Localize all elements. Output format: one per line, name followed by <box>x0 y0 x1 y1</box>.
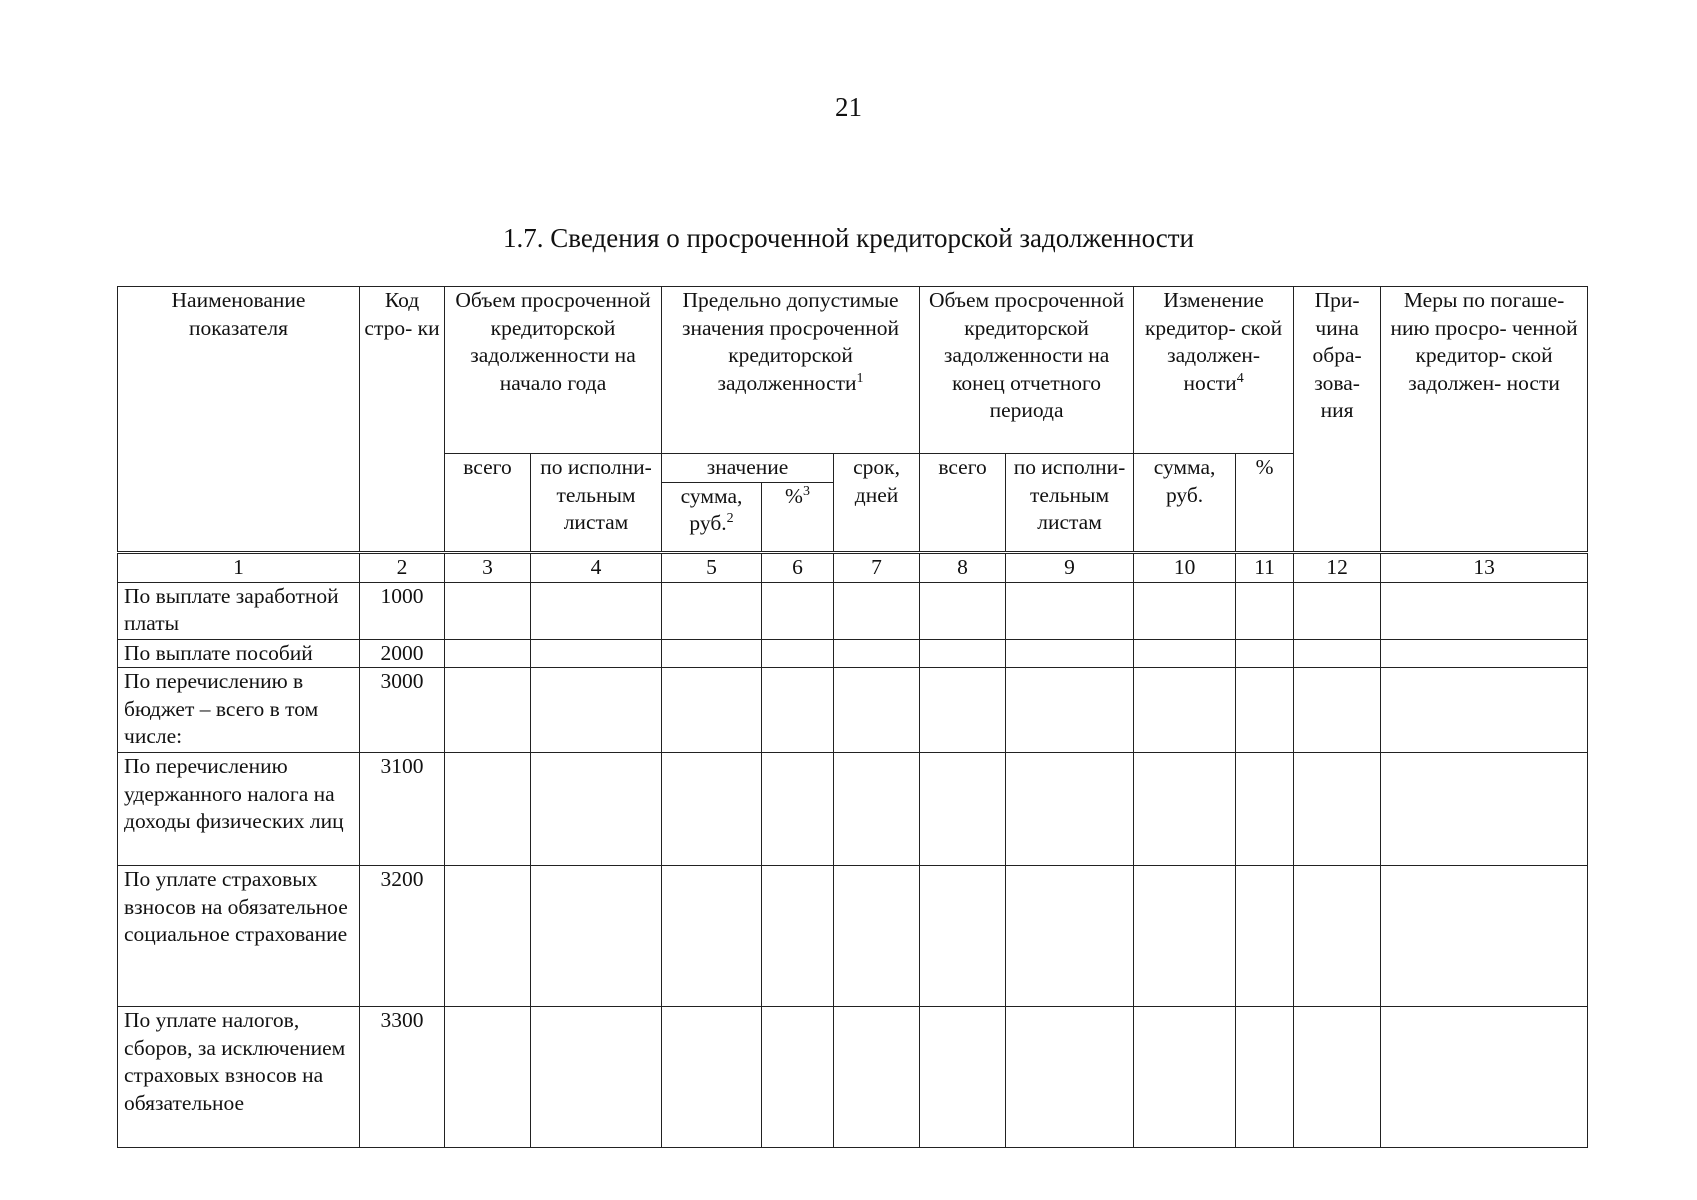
data-cell <box>1294 668 1381 753</box>
data-cell <box>1381 668 1588 753</box>
column-number: 12 <box>1294 552 1381 582</box>
data-cell <box>1294 639 1381 668</box>
data-cell <box>762 639 834 668</box>
data-cell <box>662 582 762 639</box>
column-number: 13 <box>1381 552 1588 582</box>
data-cell <box>834 866 920 1007</box>
data-cell <box>1134 1007 1236 1148</box>
data-cell <box>920 1007 1006 1148</box>
data-cell <box>445 753 531 866</box>
data-cell <box>662 753 762 866</box>
data-cell <box>1006 668 1134 753</box>
header-limit-sum <box>662 482 762 552</box>
data-cell <box>1294 753 1381 866</box>
data-cell <box>445 866 531 1007</box>
data-cell <box>445 668 531 753</box>
table-row <box>118 1007 1588 1148</box>
footnote-mark: 4 <box>1236 370 1244 386</box>
header-limit-percent <box>762 482 834 552</box>
data-cell <box>1236 753 1294 866</box>
data-cell <box>445 639 531 668</box>
table-row <box>118 753 1588 866</box>
data-cell <box>762 753 834 866</box>
data-cell <box>531 1007 662 1148</box>
table-row <box>118 866 1588 1007</box>
data-cell <box>834 753 920 866</box>
header-limit-values-text: Предельно допустимые значения просроченной кредиторской задолженности <box>682 288 900 395</box>
data-cell <box>531 753 662 866</box>
row-name: По выплате заработной платы <box>118 582 360 639</box>
column-numbers-row <box>118 552 1588 582</box>
data-cell <box>920 639 1006 668</box>
column-number: 10 <box>1134 552 1236 582</box>
data-cell <box>445 582 531 639</box>
header-row-code: Код стро- ки <box>360 287 445 553</box>
data-cell <box>1134 753 1236 866</box>
footnote-mark: 3 <box>802 483 810 499</box>
data-cell <box>1134 866 1236 1007</box>
table-row <box>118 582 1588 639</box>
data-cell <box>920 753 1006 866</box>
header-measures: Меры по погаше- нию просро- ченной кредитор- ской задолжен- ности <box>1381 287 1588 553</box>
row-code: 3200 <box>360 866 445 1007</box>
header-limit-sum-text: сумма, руб. <box>680 483 743 535</box>
header-change-text: Изменение кредитор- ской задолжен- ности <box>1144 288 1283 395</box>
data-cell <box>531 866 662 1007</box>
data-cell <box>1236 639 1294 668</box>
data-cell <box>1006 753 1134 866</box>
column-number: 11 <box>1236 552 1294 582</box>
row-name: По выплате пособий <box>118 639 360 668</box>
data-cell <box>662 668 762 753</box>
header-limit-percent-text: % <box>785 483 803 508</box>
data-cell <box>1381 639 1588 668</box>
data-cell <box>1134 639 1236 668</box>
table-row <box>118 639 1588 668</box>
data-cell <box>445 1007 531 1148</box>
data-cell <box>1134 668 1236 753</box>
data-cell <box>1006 1007 1134 1148</box>
row-name: По перечислению в бюджет – всего в том числе: <box>118 668 360 753</box>
data-cell <box>1236 582 1294 639</box>
data-cell <box>762 668 834 753</box>
column-number: 7 <box>834 552 920 582</box>
data-cell <box>834 1007 920 1148</box>
row-code: 1000 <box>360 582 445 639</box>
data-cell <box>834 668 920 753</box>
data-cell <box>1236 866 1294 1007</box>
data-cell <box>1294 582 1381 639</box>
data-cell <box>834 639 920 668</box>
column-number: 9 <box>1006 552 1134 582</box>
overdue-payables-table <box>117 286 1588 1148</box>
header-end-exec-lists: по исполни- тельным листам <box>1006 454 1134 553</box>
data-cell <box>1006 582 1134 639</box>
column-number: 3 <box>445 552 531 582</box>
header-volume-start: Объем просроченной кредиторской задолженности на начало года <box>445 287 662 454</box>
column-number: 8 <box>920 552 1006 582</box>
footnote-mark: 2 <box>726 510 734 526</box>
header-reason: При- чина обра- зова- ния <box>1294 287 1381 553</box>
data-cell <box>531 668 662 753</box>
data-cell <box>920 582 1006 639</box>
section-title: 1.7. Сведения о просроченной кредиторской задолженности <box>503 223 1194 253</box>
data-cell <box>834 582 920 639</box>
data-cell <box>1381 582 1588 639</box>
data-cell <box>762 1007 834 1148</box>
data-cell <box>920 866 1006 1007</box>
page-number: 21 <box>835 92 862 122</box>
data-cell <box>1236 1007 1294 1148</box>
row-name: По уплате налогов, сборов, за исключением страховых взносов на обязательное <box>118 1007 360 1148</box>
column-number: 2 <box>360 552 445 582</box>
data-cell <box>1236 668 1294 753</box>
data-cell <box>1006 639 1134 668</box>
row-name: По уплате страховых взносов на обязательное социальное страхование <box>118 866 360 1007</box>
row-code: 3300 <box>360 1007 445 1148</box>
header-change-sum: сумма, руб. <box>1134 454 1236 553</box>
header-end-total: всего <box>920 454 1006 553</box>
header-change-percent: % <box>1236 454 1294 553</box>
data-cell <box>1294 866 1381 1007</box>
row-code: 2000 <box>360 639 445 668</box>
footnote-mark: 1 <box>856 370 864 386</box>
row-code: 3000 <box>360 668 445 753</box>
data-cell <box>662 866 762 1007</box>
data-cell <box>662 1007 762 1148</box>
header-indicator-name: Наименование показателя <box>118 287 360 553</box>
data-cell <box>762 866 834 1007</box>
table-row <box>118 668 1588 753</box>
header-volume-end: Объем просроченной кредиторской задолженности на конец отчетного периода <box>920 287 1134 454</box>
header-limit-value: значение <box>662 454 834 483</box>
header-limit-values <box>662 287 920 454</box>
column-number: 1 <box>118 552 360 582</box>
row-name: По перечислению удержанного налога на доходы физических лиц <box>118 753 360 866</box>
data-cell <box>531 639 662 668</box>
column-number: 4 <box>531 552 662 582</box>
data-cell <box>1381 866 1588 1007</box>
data-cell <box>1294 1007 1381 1148</box>
data-cell <box>662 639 762 668</box>
data-cell <box>1381 753 1588 866</box>
header-change <box>1134 287 1294 454</box>
data-cell <box>1134 582 1236 639</box>
data-cell <box>762 582 834 639</box>
row-code: 3100 <box>360 753 445 866</box>
header-start-exec-lists: по исполни- тельным листам <box>531 454 662 553</box>
column-number: 5 <box>662 552 762 582</box>
header-start-total: всего <box>445 454 531 553</box>
data-cell <box>1006 866 1134 1007</box>
column-number: 6 <box>762 552 834 582</box>
header-limit-term: срок, дней <box>834 454 920 553</box>
data-cell <box>920 668 1006 753</box>
data-cell <box>531 582 662 639</box>
data-cell <box>1381 1007 1588 1148</box>
